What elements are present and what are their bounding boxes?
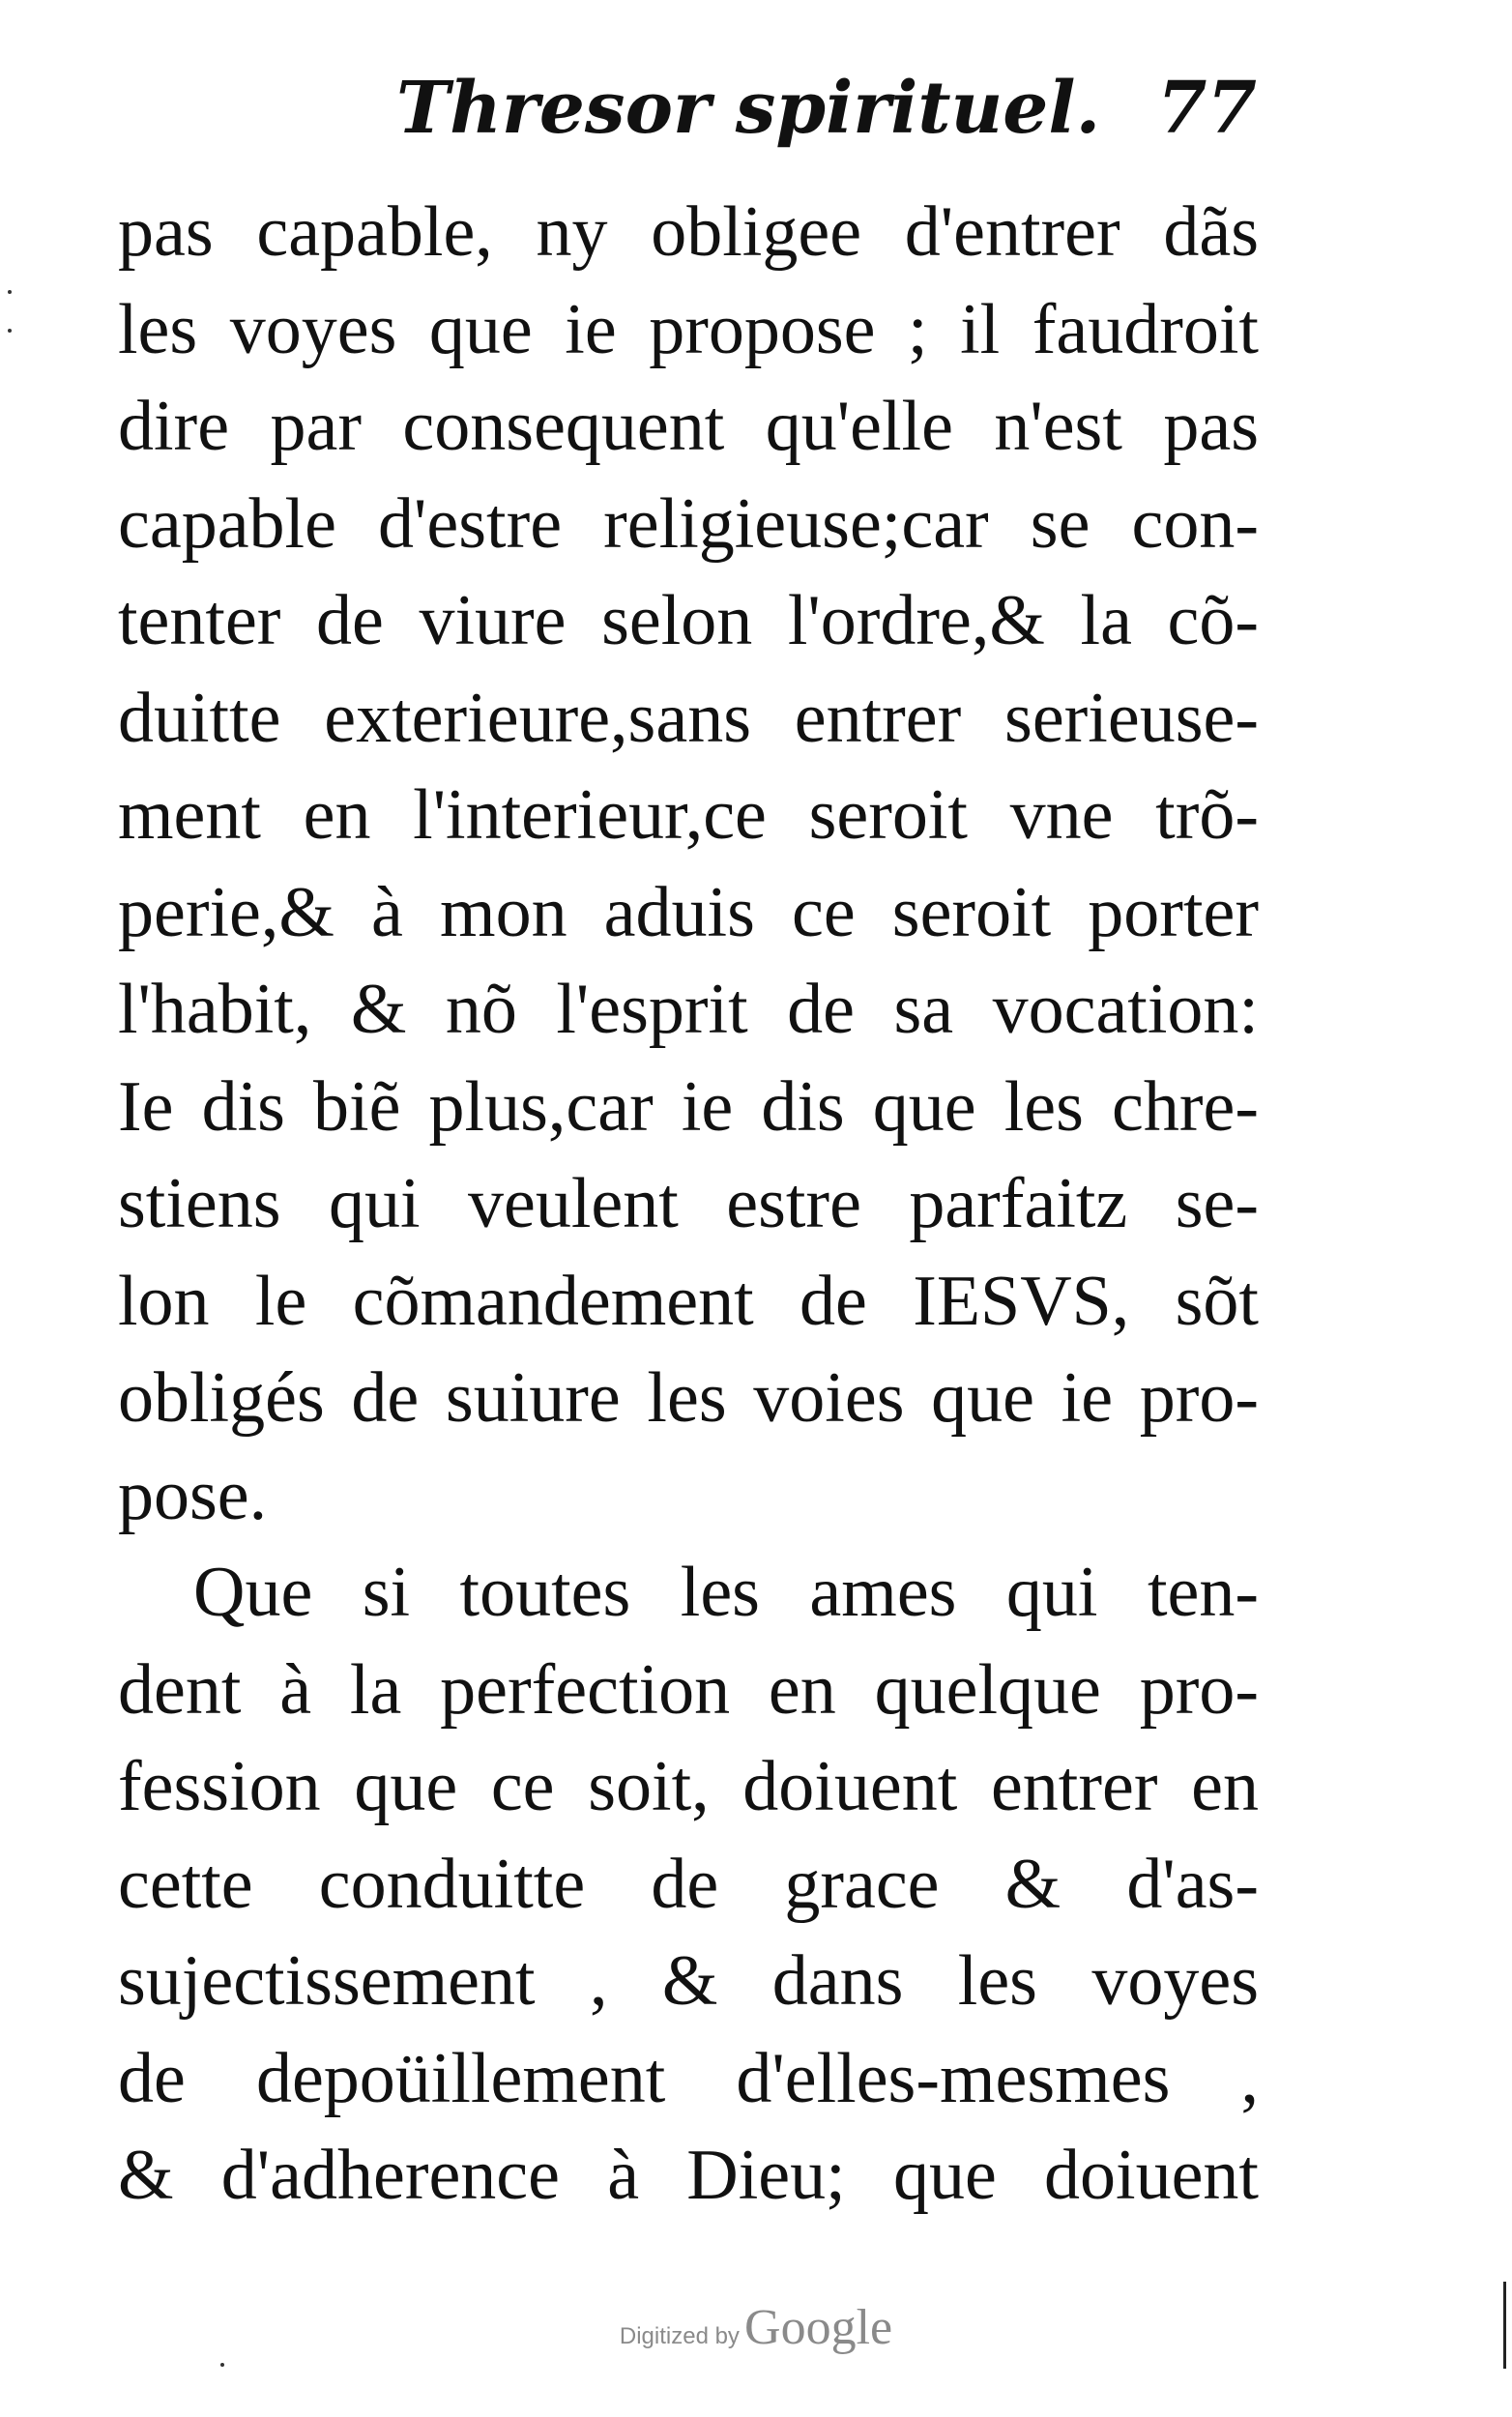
scan-edge-line (1503, 2282, 1506, 2369)
text-line: pose. (118, 1455, 268, 1535)
text-line: stiens qui veulent estre parfaitz se- (118, 1164, 1259, 1243)
running-head (116, 60, 1257, 157)
text-line: obligés de suiure les voies que ie pro- (118, 1358, 1259, 1438)
text-block (118, 184, 1259, 2225)
text-line: Ie dis biẽ plus,car ie dis que les chre- (118, 1066, 1259, 1147)
text-line: dire par consequent qu'elle n'est pas (118, 387, 1259, 466)
text-line: l'habit, & nõ l'esprit de sa vocation: (118, 970, 1259, 1049)
running-title: Thresor spirituel. (396, 67, 1101, 150)
digitization-watermark (0, 2299, 1512, 2357)
text-line: de depoüillement d'elles-mesmes , (118, 2038, 1259, 2118)
scan-speck (8, 329, 12, 333)
page-number: 77 (1157, 67, 1257, 150)
text-line: ment en l'interieur,ce seroit vne trõ- (118, 775, 1259, 855)
text-line: sujectissement , & dans les voyes (118, 1941, 1259, 2021)
text-line: capable d'estre religieuse;car se con- (118, 483, 1259, 564)
digitized-label: Digitized by (619, 2323, 740, 2349)
text-line: tenter de viure selon l'ordre,& la cõ- (118, 581, 1259, 660)
text-line: dent à la perfection en quelque pro- (118, 1649, 1259, 1730)
scan-speck (220, 2363, 224, 2367)
text-line: pas capable, ny obligee d'entrer dãs (118, 192, 1259, 272)
text-line: duitte exterieure,sans entrer serieuse- (118, 678, 1259, 758)
text-line: Que si toutes les ames qui ten- (193, 1553, 1259, 1632)
text-line: les voyes que ie propose ; il faudroit (118, 289, 1259, 369)
text-line: lon le cõmandement de IESVS, sõt (118, 1261, 1259, 1341)
text-line: perie,& à mon aduis ce seroit porter (118, 872, 1259, 952)
text-line: & d'adherence à Dieu; que doiuent (118, 2136, 1259, 2215)
scan-speck (8, 290, 12, 294)
text-line: cette conduitte de grace & d'as- (118, 1844, 1259, 1924)
text-line: fession que ce soit, doiuent entrer en (118, 1747, 1259, 1826)
google-logo: Google (744, 2300, 893, 2355)
